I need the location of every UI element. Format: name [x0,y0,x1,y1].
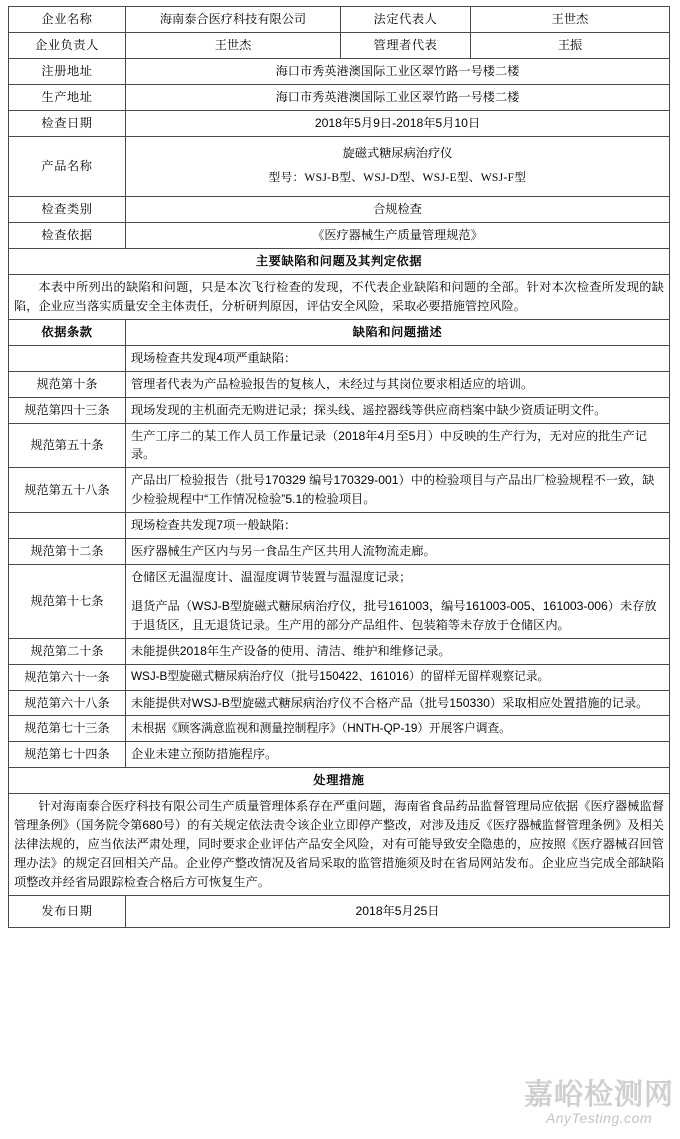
publish-date-label: 发布日期 [9,895,126,927]
table-row-prod-address [9,84,670,110]
general-group-header-text: 现场检查共发现7项一般缺陷： [126,513,670,539]
defect-description: 医疗器械生产区内与另一食品生产区共用人流物流走廊。 [126,539,670,565]
table-row-defects-preamble [9,275,670,320]
table-row-defects-col-headers [9,319,670,345]
inspect-basis-label: 检查依据 [9,223,126,249]
company-head-value: 王世杰 [126,32,341,58]
watermark-en-text: AnyTesting.com [545,1110,653,1126]
inspect-type-label: 检查类别 [9,197,126,223]
table-row-defect-item [9,742,670,768]
table-row-serious-group-header [9,345,670,371]
defect-description-line: 退货产品（WSJ-B型旋磁式糖尿病治疗仪，批号161003，编号161003-005、161003-006）未存放于退货区，且无退货记录。生产用的部分产品组件、包装箱等未存放于仓储区内。 [131,598,657,632]
company-head-label: 企业负责人 [9,32,126,58]
defect-clause: 规范第五十条 [9,423,126,468]
table-row-defect-item [9,638,670,664]
defect-clause: 规范第十条 [9,371,126,397]
general-group-clause-blank [9,513,126,539]
table-row-inspect-basis [9,223,670,249]
publish-date-value: 2018年5月25日 [126,895,670,927]
product-model-value: 型号：WSJ-B型、WSJ-D型、WSJ-E型、WSJ-F型 [268,171,527,185]
defect-description [126,565,670,639]
table-row-defect-item [9,565,670,639]
table-row-defect-item [9,664,670,690]
prod-address-label: 生产地址 [9,84,126,110]
product-name-value: 旋磁式糖尿病治疗仪 [342,145,453,160]
measures-body-text: 针对海南泰合医疗科技有限公司生产质量管理体系存在严重问题，海南省食品药品监督管理局应依据《医疗器械监督管理条例》（国务院令第680号）的有关规定依法责令该企业立即停产整改，对涉及违反《医疗器械监督管理条例》及相关法律法规的，应当依法严肃处理，同时要求企业评估产品安全风险，对有可能导致安全隐患的，应按照《医疗器械召回管理办法》的规定召回相关产品。企业停产整改情况及省局采取的监管措施须及时在省局网站发布。企业应当完成全部缺陷项整改并经省局跟踪检查合格后方可恢复生产。 [9,794,670,896]
table-row-inspect-date [9,110,670,136]
inspect-basis-value: 《医疗器械生产质量管理规范》 [126,223,670,249]
table-row-company-name [9,7,670,33]
watermark [524,1081,674,1125]
table-row-measures-body [9,794,670,896]
legal-rep-label: 法定代表人 [341,7,471,33]
table-row-inspect-type [9,197,670,223]
table-row-defect-item [9,468,670,513]
defect-description-line: 仓储区无温湿度计、温湿度调节装置与温湿度记录； [131,570,412,584]
table-row-reg-address [9,58,670,84]
defect-clause: 规范第五十八条 [9,468,126,513]
table-row-defect-item [9,716,670,742]
company-name-value: 海南泰合医疗科技有限公司 [126,7,341,33]
defect-clause: 规范第七十三条 [9,716,126,742]
company-name-label: 企业名称 [9,7,126,33]
serious-group-header-text: 现场检查共发现4项严重缺陷： [126,345,670,371]
defect-description: 产品出厂检验报告（批号170329 编号170329-001）中的检验项目与产品出厂检验规程不一致，缺少检验规程中“工作情况检验”5.1的检验项目。 [126,468,670,513]
defect-clause: 规范第四十三条 [9,397,126,423]
defect-description: 未能提供对WSJ-B型旋磁式糖尿病治疗仪不合格产品（批号150330）采取相应处置措施的记录。 [126,690,670,716]
defect-description: 生产工序二的某工作人员工作量记录（2018年4月至5月）中反映的生产行为，无对应的批生产记录。 [126,423,670,468]
defect-description: 企业未建立预防措施程序。 [126,742,670,768]
table-row-company-head [9,32,670,58]
col-header-clause: 依据条款 [9,319,126,345]
watermark-cn-text: 嘉峪检测网 [523,1079,674,1111]
table-row-defects-heading [9,249,670,275]
defect-clause: 规范第十二条 [9,539,126,565]
table-row-product-name [9,136,670,197]
table-row-defect-item [9,371,670,397]
table-row-publish-date [9,895,670,927]
table-row-measures-heading [9,768,670,794]
defect-clause: 规范第二十条 [9,638,126,664]
reg-address-label: 注册地址 [9,58,126,84]
defects-preamble: 本表中所列出的缺陷和问题，只是本次飞行检查的发现，不代表企业缺陷和问题的全部。针对本次检查所发现的缺陷，企业应当落实质量安全主体责任，分析研判原因，评估安全风险，采取必要措施管控风险。 [9,275,670,320]
defect-description: 未能提供2018年生产设备的使用、清洁、维护和维修记录。 [126,638,670,664]
serious-group-clause-blank [9,345,126,371]
inspect-date-label: 检查日期 [9,110,126,136]
product-name-label: 产品名称 [9,136,126,197]
inspection-report-table [8,6,670,928]
measures-section-heading: 处理措施 [9,768,670,794]
table-row-defect-item [9,423,670,468]
defects-section-heading: 主要缺陷和问题及其判定依据 [9,249,670,275]
prod-address-value: 海口市秀英港澳国际工业区翠竹路一号楼二楼 [126,84,670,110]
table-row-defect-item [9,539,670,565]
defect-description: 管理者代表为产品检验报告的复核人，未经过与其岗位要求相适应的培训。 [126,371,670,397]
defect-description: WSJ-B型旋磁式糖尿病治疗仪（批号150422、161016）的留样无留样观察记录。 [126,664,670,690]
mgmt-rep-value: 王振 [471,32,670,58]
defect-clause: 规范第十七条 [9,565,126,639]
defect-description: 未根据《顾客满意监视和测量控制程序》（HNTH-QP-19）开展客户调查。 [126,716,670,742]
legal-rep-value: 王世杰 [471,7,670,33]
product-name-cell [126,136,670,197]
table-row-general-group-header [9,513,670,539]
mgmt-rep-label: 管理者代表 [341,32,471,58]
defect-clause: 规范第七十四条 [9,742,126,768]
col-header-description: 缺陷和问题描述 [126,319,670,345]
inspect-date-value: 2018年5月9日-2018年5月10日 [126,110,670,136]
reg-address-value: 海口市秀英港澳国际工业区翠竹路一号楼二楼 [126,58,670,84]
table-row-defect-item [9,690,670,716]
inspect-type-value: 合规检查 [126,197,670,223]
table-row-defect-item [9,397,670,423]
defect-description: 现场发现的主机面壳无购进记录；探头线、遥控器线等供应商档案中缺少资质证明文件。 [126,397,670,423]
defect-clause: 规范第六十八条 [9,690,126,716]
defect-clause: 规范第六十一条 [9,664,126,690]
